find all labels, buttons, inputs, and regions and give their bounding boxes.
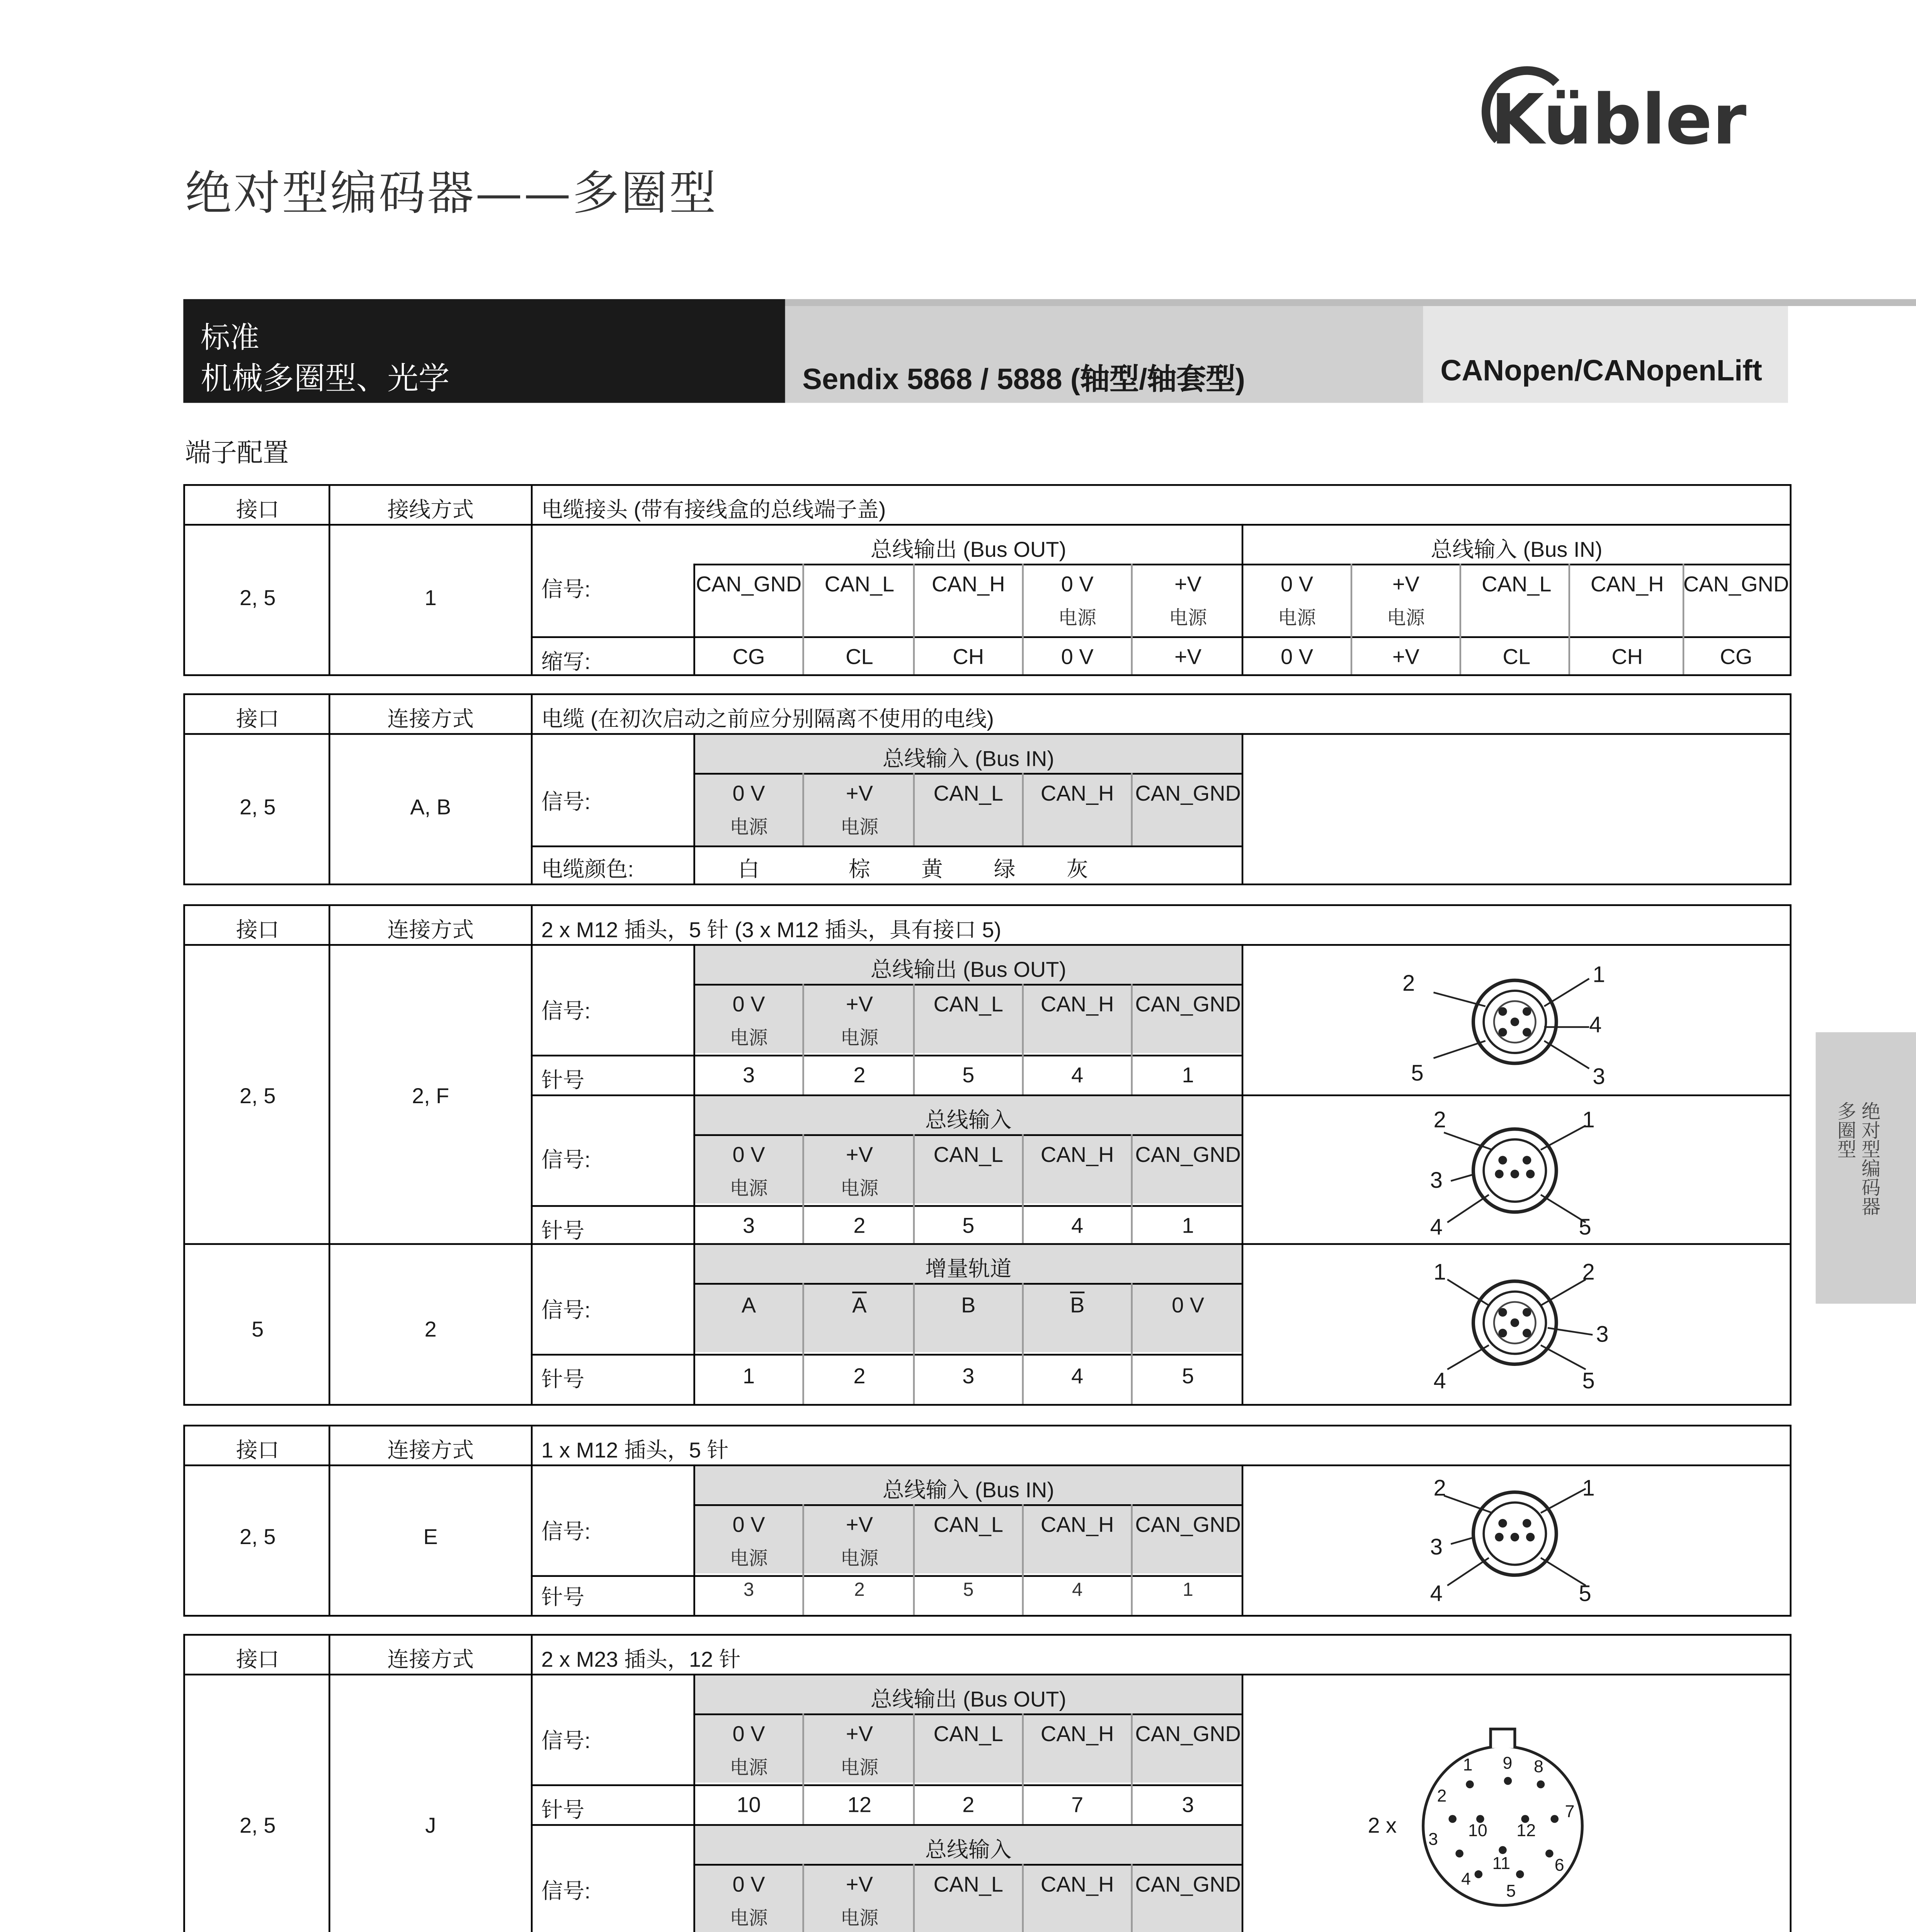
color-cell: 棕	[848, 857, 870, 882]
hdr-interface: 接口	[236, 1438, 279, 1463]
port-value: 2, 5	[240, 1084, 276, 1109]
pin-number: 2	[1433, 1475, 1446, 1501]
color-cell: 白	[738, 857, 760, 882]
hdr-connection: 连接方式	[387, 707, 474, 731]
signal-cell: CAN_L	[933, 1513, 1003, 1537]
signal-label: 信号:	[541, 999, 591, 1024]
page-title: 绝对型编码器——多圈型	[185, 168, 718, 221]
pin-cell: 3	[742, 1063, 755, 1088]
signal-cell: 0 V	[1281, 572, 1314, 597]
color-cell: 黄	[921, 857, 943, 882]
hdr-connection: 连接方式	[387, 1648, 474, 1672]
m12-connector-out-diagram	[1402, 958, 1620, 1096]
pin-number: 8	[1534, 1758, 1543, 1777]
power-label: 电源	[730, 1909, 768, 1930]
signal-cell: 0 V	[732, 1722, 765, 1747]
table-heading: 电缆接头 (带有接线盒的总线端子盖)	[541, 498, 886, 522]
signal-cell: CAN_GND	[1135, 1872, 1241, 1897]
signal-cell: +V	[846, 1872, 873, 1897]
hdr-interface: 接口	[236, 707, 279, 731]
signal-label: 信号:	[541, 790, 591, 815]
pin-cell: 1	[1182, 1063, 1194, 1088]
conn-value: 2, F	[412, 1084, 449, 1109]
incremental-title: 增量轨道	[925, 1257, 1012, 1281]
table-1xm12	[183, 1425, 1791, 1617]
port-value: 2, 5	[240, 795, 276, 820]
abbr-cell: 0 V	[1061, 645, 1094, 669]
signal-cell: CAN_L	[933, 781, 1003, 806]
pin-cell: 4	[1071, 1214, 1084, 1238]
abbr-cell: CG	[732, 645, 765, 669]
abbr-cell: CL	[1503, 645, 1531, 669]
signal-cell: CAN_GND	[1135, 1513, 1241, 1537]
port-value: 5	[252, 1317, 264, 1342]
signal-cell: CAN_H	[1040, 1513, 1114, 1537]
power-label: 电源	[840, 1549, 879, 1570]
pin-cell: 2	[962, 1793, 975, 1817]
signal-cell: CAN_L	[933, 1872, 1003, 1897]
signal-cell: CAN_H	[1040, 992, 1114, 1017]
signal-cell: +V	[846, 1143, 873, 1167]
bus-in-title: 总线输入	[925, 1838, 1012, 1862]
signal-cell: CAN_H	[1040, 781, 1114, 806]
color-cell: 绿	[994, 857, 1016, 882]
kubler-logo	[1467, 62, 1795, 157]
hdr-connection: 连接方式	[387, 918, 474, 942]
signal-label: 信号:	[541, 1148, 591, 1172]
pin-label: 针号	[541, 1068, 585, 1093]
pin-cell: 4	[1071, 1364, 1084, 1389]
hdr-interface: 接口	[236, 918, 279, 942]
power-label: 电源	[840, 1758, 879, 1779]
pin-cell: 10	[737, 1793, 761, 1817]
power-label: 电源	[1278, 609, 1316, 629]
signal-label: 信号:	[541, 1729, 591, 1753]
m12-connector-in-diagram	[1413, 1105, 1620, 1243]
side-tab	[1816, 1032, 1916, 1304]
pin-cell: 4	[1071, 1063, 1084, 1088]
bus-in-title: 总线输入 (Bus IN)	[1431, 537, 1603, 562]
conn-value: A, B	[410, 795, 451, 820]
pin-number: 4	[1430, 1214, 1443, 1240]
pin-number: 11	[1492, 1855, 1511, 1874]
header-line2: 机械多圈型、光学	[201, 361, 450, 398]
pin-cell: 1	[742, 1364, 755, 1389]
table-2xm23	[183, 1634, 1791, 1932]
signal-cell: 0 V	[732, 1513, 765, 1537]
signal-cell: CAN_L	[933, 1722, 1003, 1747]
signal-label: 信号:	[541, 1879, 591, 1904]
port-value: 2, 5	[240, 1813, 276, 1838]
pin-number: 4	[1589, 1011, 1602, 1037]
abbr-cell: CH	[1611, 645, 1643, 669]
inc-signal-cell: B	[961, 1293, 976, 1318]
pin-cell: 3	[1182, 1793, 1194, 1817]
header-rule	[785, 299, 1916, 306]
pin-cell: 2	[853, 1063, 866, 1088]
pin-number: 3	[1593, 1063, 1605, 1090]
logo-text: Kübler	[1491, 80, 1747, 158]
power-label: 电源	[730, 818, 768, 839]
pin-cell: 5	[962, 1214, 975, 1238]
table-cable	[183, 693, 1791, 885]
pin-number: 10	[1468, 1822, 1487, 1842]
signal-cell: CAN_H	[1040, 1722, 1114, 1747]
power-label: 电源	[840, 1179, 879, 1200]
signal-cell: CAN_L	[933, 1143, 1003, 1167]
signal-cell: CAN_GND	[1135, 992, 1241, 1017]
header-product	[785, 306, 1423, 403]
abbr-cell: +V	[1392, 645, 1419, 669]
m12-connector-diagram	[1413, 1471, 1620, 1610]
pin-number: 5	[1582, 1367, 1595, 1394]
inc-signal-cell: $\overline{B}$	[1070, 1293, 1085, 1318]
pin-number: 6	[1554, 1857, 1564, 1876]
connector-multiplier: 2 x	[1368, 1813, 1397, 1838]
pin-number: 1	[1582, 1106, 1595, 1133]
pin-number: 1	[1582, 1475, 1595, 1501]
power-label: 电源	[730, 1549, 768, 1570]
signal-cell: +V	[846, 1722, 873, 1747]
pin-number: 2	[1437, 1787, 1447, 1807]
hdr-connection: 连接方式	[387, 1438, 474, 1463]
pin-number: 3	[1428, 1831, 1438, 1850]
pin-cell: 2	[853, 1214, 866, 1238]
power-label: 电源	[730, 1179, 768, 1200]
header-interface	[1423, 306, 1788, 403]
signal-cell: +V	[846, 1513, 873, 1537]
port-value: 2, 5	[240, 1525, 276, 1549]
signal-label: 信号:	[541, 1298, 591, 1323]
inc-signal-cell: A	[741, 1293, 756, 1318]
power-label: 电源	[730, 1758, 768, 1779]
pin-number: 4	[1433, 1367, 1446, 1394]
pin-cell: 5	[1182, 1364, 1194, 1389]
table-cable-connector	[183, 484, 1791, 676]
pin-cell: 5	[963, 1580, 974, 1601]
table-heading: 2 x M23 插头，12 针	[541, 1648, 741, 1672]
signal-cell: 0 V	[732, 992, 765, 1017]
m12-connector-incremental-diagram	[1413, 1255, 1620, 1397]
pin-cell: 12	[847, 1793, 872, 1817]
pin-number: 2	[1433, 1106, 1446, 1133]
inc-signal-cell: 0 V	[1172, 1293, 1205, 1318]
signal-cell: +V	[846, 781, 873, 806]
table-heading: 电缆 (在初次启动之前应分别隔离不使用的电线)	[541, 707, 994, 731]
pin-label: 针号	[541, 1219, 585, 1243]
signal-label: 信号:	[541, 577, 591, 602]
pin-number: 7	[1565, 1803, 1575, 1823]
power-label: 电源	[730, 1029, 768, 1050]
abbr-cell: 0 V	[1281, 645, 1314, 669]
power-label: 电源	[840, 818, 879, 839]
pin-cell: 2	[853, 1364, 866, 1389]
signal-cell: CAN_L	[1482, 572, 1552, 597]
signal-cell: 0 V	[732, 1143, 765, 1167]
signal-cell: 0 V	[732, 781, 765, 806]
hdr-interface: 接口	[236, 1648, 279, 1672]
table-heading: 2 x M12 插头，5 针 (3 x M12 插头，具有接口 5)	[541, 918, 1001, 942]
conn-value: 1	[424, 586, 437, 611]
signal-cell: CAN_H	[1040, 1143, 1114, 1167]
interface-name: CANopen/CANopenLift	[1440, 354, 1762, 388]
pin-cell: 5	[962, 1063, 975, 1088]
signal-cell: CAN_H	[1590, 572, 1664, 597]
signal-cell: CAN_GND	[1683, 572, 1789, 597]
pin-number: 3	[1596, 1321, 1609, 1347]
product-name: Sendix 5868 / 5888 (轴型/轴套型)	[802, 363, 1245, 396]
pin-cell: 1	[1182, 1214, 1194, 1238]
signal-label: 信号:	[541, 1520, 591, 1544]
pin-number: 4	[1430, 1580, 1443, 1606]
pin-cell: 3	[742, 1214, 755, 1238]
pin-label: 针号	[541, 1798, 585, 1823]
pin-number: 5	[1579, 1580, 1591, 1606]
pin-number: 5	[1579, 1214, 1591, 1240]
signal-cell: CAN_H	[1040, 1872, 1114, 1897]
signal-cell: CAN_GND	[696, 572, 802, 597]
conn-value: E	[423, 1525, 438, 1549]
bus-in-title: 总线输入 (Bus IN)	[882, 1478, 1055, 1503]
abbr-label: 缩写:	[541, 650, 591, 675]
pin-cell: 4	[1072, 1580, 1083, 1601]
header-line1: 标准	[201, 321, 260, 356]
signal-cell: CAN_GND	[1135, 781, 1241, 806]
conn-value: 2	[424, 1317, 437, 1342]
signal-cell: +V	[846, 992, 873, 1017]
hdr-wiring: 接线方式	[387, 498, 474, 522]
inc-signal-cell: $\overline{A}$	[852, 1293, 867, 1318]
pin-number: 4	[1461, 1871, 1471, 1890]
pin-label: 针号	[541, 1367, 585, 1392]
bus-out-title: 总线输出 (Bus OUT)	[870, 1687, 1067, 1712]
table-heading: 1 x M12 插头，5 针	[541, 1438, 729, 1463]
pin-cell: 2	[854, 1580, 865, 1601]
m23-connector-diagram	[1416, 1722, 1589, 1923]
abbr-cell: CH	[953, 645, 984, 669]
signal-cell: CAN_L	[933, 992, 1003, 1017]
abbr-cell: CL	[846, 645, 873, 669]
pin-number: 2	[1582, 1259, 1595, 1285]
side-tab-line1: 绝对型编码器	[1859, 1101, 1882, 1216]
bus-in-title: 总线输入	[925, 1108, 1012, 1133]
pin-number: 3	[1430, 1534, 1443, 1560]
pin-number: 1	[1433, 1259, 1446, 1285]
pin-number: 3	[1430, 1167, 1443, 1193]
abbr-cell: CG	[1720, 645, 1753, 669]
power-label: 电源	[1169, 609, 1207, 629]
pin-cell: 1	[1183, 1580, 1193, 1601]
conn-value: J	[425, 1813, 436, 1838]
pin-number: 5	[1411, 1060, 1424, 1086]
signal-cell: 0 V	[1061, 572, 1094, 597]
section-title: 端子配置	[185, 437, 289, 469]
header-category	[183, 299, 785, 403]
cable-color-label: 电缆颜色:	[541, 857, 634, 882]
abbr-cell: +V	[1174, 645, 1202, 669]
pin-number: 1	[1593, 961, 1605, 988]
signal-cell: +V	[1392, 572, 1419, 597]
pin-number: 9	[1503, 1755, 1513, 1774]
bus-in-title: 总线输入 (Bus IN)	[882, 747, 1055, 771]
signal-cell: CAN_L	[824, 572, 895, 597]
power-label: 电源	[840, 1029, 879, 1050]
pin-number: 2	[1402, 970, 1415, 996]
power-label: 电源	[1387, 609, 1425, 629]
port-value: 2, 5	[240, 586, 276, 611]
pin-cell: 7	[1071, 1793, 1084, 1817]
hdr-interface: 接口	[236, 498, 279, 522]
bus-out-title: 总线输出 (Bus OUT)	[870, 957, 1067, 982]
side-tab-line2: 多圈型	[1834, 1101, 1857, 1159]
signal-cell: CAN_GND	[1135, 1143, 1241, 1167]
color-cell: 灰	[1066, 857, 1088, 882]
power-label: 电源	[840, 1909, 879, 1930]
pin-label: 针号	[541, 1585, 585, 1610]
bus-out-title: 总线输出 (Bus OUT)	[870, 537, 1067, 562]
table-2xm12	[183, 904, 1791, 1406]
signal-cell: 0 V	[732, 1872, 765, 1897]
pin-number: 5	[1506, 1883, 1516, 1902]
signal-cell: CAN_GND	[1135, 1722, 1241, 1747]
side-tab-text	[1833, 1101, 1881, 1215]
pin-number: 12	[1516, 1822, 1536, 1842]
signal-cell: +V	[1174, 572, 1202, 597]
pin-number: 1	[1463, 1757, 1473, 1776]
signal-cell: CAN_H	[932, 572, 1005, 597]
power-label: 电源	[1058, 609, 1096, 629]
pin-cell: 3	[962, 1364, 975, 1389]
pin-cell: 3	[743, 1580, 754, 1601]
